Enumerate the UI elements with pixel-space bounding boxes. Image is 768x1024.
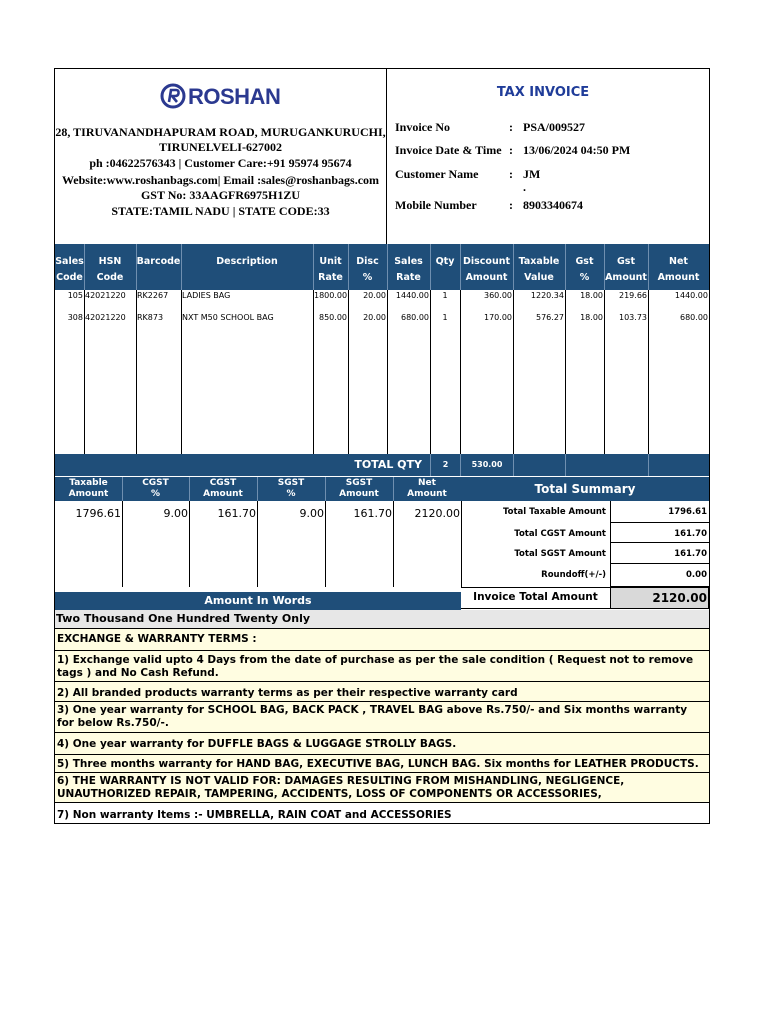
roshan-logo-icon (160, 83, 186, 109)
cell-gst-amount: 103.73 (619, 313, 647, 322)
cell-disc-pct: 20.00 (363, 291, 386, 300)
summary-label: Roundoff(+/-) (541, 570, 606, 580)
summary-title: Total Summary (461, 477, 709, 501)
total-qty-label: TOTAL QTY (354, 458, 422, 471)
cell-barcode: RK873 (137, 313, 164, 322)
cell-barcode: RK2267 (137, 291, 169, 300)
cell-gst-amount: 219.66 (619, 291, 647, 300)
amount-words-text: Two Thousand One Hundred Twenty Only (56, 612, 311, 625)
col-header-description: Description (216, 256, 278, 267)
brand-logo (160, 82, 280, 112)
summary-label: Total CGST Amount (514, 529, 606, 539)
col-header-disc-pct: Disc % (356, 256, 379, 283)
cell-description: NXT M50 SCHOOL BAG (182, 313, 274, 322)
total-qty-value: 2 (442, 460, 449, 469)
summary-value: 0.00 (686, 570, 707, 580)
summary-value: 161.70 (674, 529, 707, 539)
cell-taxable-value: 1220.34 (530, 291, 564, 300)
col-header-barcode: Barcode (136, 256, 181, 267)
tax-header-cgst-amount: CGST Amount (203, 478, 243, 499)
cell-hsn-code: 42021220 (85, 313, 126, 322)
state-line: STATE:TAMIL NADU | STATE CODE:33 (111, 203, 330, 218)
tax-header-sgst-amount: SGST Amount (339, 478, 379, 499)
cell-net-amount: 680.00 (680, 313, 708, 322)
cell-sales-rate: 680.00 (401, 313, 429, 322)
col-header-hsn-code: HSN Code (96, 256, 124, 283)
tax-header-taxable-amount: Taxable Amount (68, 478, 109, 499)
cell-qty: 1 (442, 313, 448, 322)
cell-sales-rate: 1440.00 (395, 291, 429, 300)
cell-sales-code: 105 (67, 291, 83, 300)
tax-header-cgst-pct: CGST % (142, 478, 169, 499)
cell-taxable-value: 576.27 (536, 313, 564, 322)
term-4: 4) One year warranty for DUFFLE BAGS & LUGGAGE STROLLY BAGS. (55, 733, 709, 755)
term-3: 3) One year warranty for SCHOOL BAG, BACK PACK , TRAVEL BAG above Rs.750/- and Six months warranty for below Rs.750/-. (55, 702, 709, 733)
cell-unit-rate: 1800.00 (314, 291, 348, 300)
cell-hsn-code: 42021220 (85, 291, 126, 300)
term-2: 2) All branded products warranty terms as per their respective warranty card (55, 682, 709, 702)
cell-sales-code: 308 (67, 313, 83, 322)
summary-label: Total Taxable Amount (502, 507, 606, 517)
tax-header-net-amount: Net Amount (407, 478, 447, 499)
tax-value-cgst-amount: 161.70 (217, 507, 256, 520)
tax-value-sgst-pct: 9.00 (299, 507, 324, 520)
cell-discount-amount: 170.00 (484, 313, 512, 322)
cell-unit-rate: 850.00 (319, 313, 347, 322)
col-header-sales-code: Sales Code (55, 256, 84, 283)
tax-value-net-amount: 2120.00 (414, 507, 460, 520)
amount-words-label: Amount In Words (55, 592, 461, 610)
web-line: Website:www.roshanbags.com| Email :sales@roshanbags.com (61, 172, 380, 187)
cell-discount-amount: 360.00 (484, 291, 512, 300)
term-1: 1) Exchange valid upto 4 Days from the date of purchase as per the sale condition ( Request not to remove tags ) and No Cash Refund. (55, 651, 709, 682)
tax-value-cgst-pct: 9.00 (163, 507, 188, 520)
doc-title: TAX INVOICE (496, 85, 590, 100)
col-header-gst-amount: Gst Amount (605, 256, 647, 283)
total-discount-value: 530.00 (471, 460, 503, 469)
col-header-unit-rate: Unit Rate (318, 256, 343, 283)
tax-value-taxable-amount: 1796.61 (75, 507, 121, 520)
brand-name: ROSHAN (188, 84, 281, 109)
term-6: 6) THE WARRANTY IS NOT VALID FOR: DAMAGES RESULTING FROM MISHANDLING, NEGLIGENCE, UNAUTHORIZED REPAIR, TAMPERING, ACCIDENTS, LOSS OF COMPONENTS OR ACCESSORIES, (55, 773, 709, 803)
col-header-gst-pct: Gst % (575, 256, 594, 283)
term-7: 7) Non warranty Items :- UMBRELLA, RAIN COAT and ACCESSORIES (55, 803, 709, 824)
col-header-taxable-value: Taxable Value (518, 256, 560, 283)
col-header-discount-amount: Discount Amount (462, 256, 511, 283)
cell-net-amount: 1440.00 (674, 291, 708, 300)
grand-total-value: 2120.00 (652, 591, 707, 605)
cell-gst-pct: 18.00 (580, 291, 603, 300)
summary-value: 161.70 (674, 549, 707, 559)
address-line2: TIRUNELVELI-627002 (159, 139, 282, 154)
grand-total-label: Invoice Total Amount (473, 591, 598, 603)
terms-title: EXCHANGE & WARRANTY TERMS : (55, 629, 709, 651)
tax-value-sgst-amount: 161.70 (353, 507, 392, 520)
gst-line: GST No: 33AAGFR6975H1ZU (140, 188, 301, 202)
cell-disc-pct: 20.00 (363, 313, 386, 322)
company-block (55, 69, 386, 244)
summary-label: Total SGST Amount (514, 549, 606, 559)
cell-description: LADIES BAG (182, 291, 231, 300)
term-5: 5) Three months warranty for HAND BAG, EXECUTIVE BAG, LUNCH BAG. Six months for LEATHER PRODUCTS. (55, 755, 709, 773)
address-line1: 28, TIRUVANANDHAPURAM ROAD, MURUGANKURUCHI, (55, 125, 386, 139)
cell-gst-pct: 18.00 (580, 313, 603, 322)
summary-value: 1796.61 (668, 507, 707, 517)
tax-header-sgst-pct: SGST % (277, 478, 305, 499)
phone-line: ph :04622576343 | Customer Care:+91 95974 95674 (89, 156, 352, 170)
cell-qty: 1 (442, 291, 448, 300)
col-header-net-amount: Net Amount (657, 256, 700, 283)
col-header-qty: Qty (435, 256, 455, 267)
col-header-sales-rate: Sales Rate (394, 256, 423, 283)
